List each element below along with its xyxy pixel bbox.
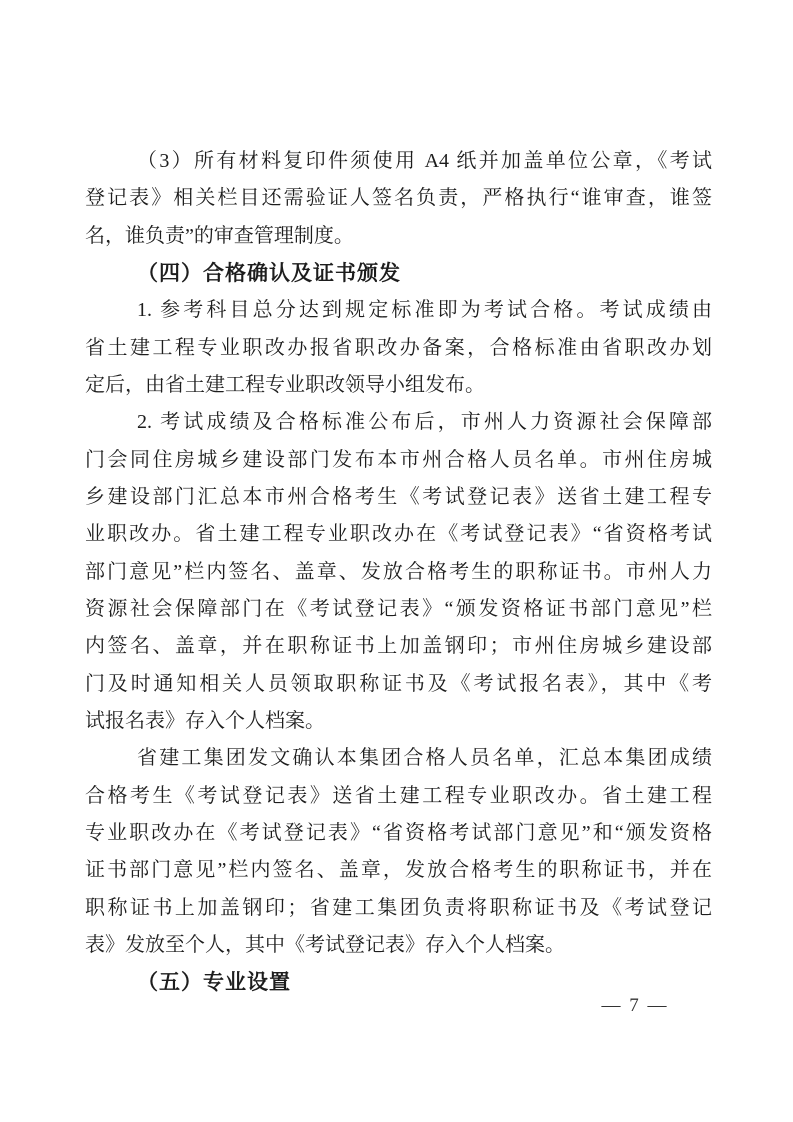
text-line: 门及时通知相关人员领取职称证书及《考试报名表》，其中《考 xyxy=(85,672,712,695)
text-line: 表》发放至个人，其中《考试登记表》存入个人档案。 xyxy=(85,933,565,956)
text-line: 资源社会保障部门在《考试登记表》“颁发资格证书部门意见”栏 xyxy=(85,597,712,620)
text-line: 定后，由省土建工程专业职改领导小组发布。 xyxy=(85,373,485,396)
text-line: 业职改办。省土建工程专业职改办在《考试登记表》“省资格考试 xyxy=(85,523,712,546)
text-line: 2. 考试成绩及合格标准公布后，市州人力资源社会保障部 xyxy=(137,411,712,434)
text-line: 职称证书上加盖钢印；省建工集团负责将职称证书及《考试登记 xyxy=(85,896,712,919)
text-line: 部门意见”栏内签名、盖章、发放合格考生的职称证书。市州人力 xyxy=(85,560,712,583)
text-line: 登记表》相关栏目还需验证人签名负责，严格执行“谁审查，谁签 xyxy=(85,187,712,210)
text-line: （3）所有材料复印件须使用 A4 纸并加盖单位公章，《考试 xyxy=(137,150,712,172)
text-line: 专业职改办在《考试登记表》“省资格考试部门意见”和“颁发资格 xyxy=(85,821,712,844)
text-line: 1. 参考科目总分达到规定标准即为考试合格。考试成绩由 xyxy=(137,299,712,322)
heading-line: （四）合格确认及证书颁发 xyxy=(137,260,401,285)
text-line: 名，谁负责”的审查管理制度。 xyxy=(85,224,354,247)
document-body xyxy=(85,143,712,1002)
page-number: — 7 — xyxy=(601,995,669,1016)
text-line: 合格考生《考试登记表》送省土建工程专业职改办。省土建工程 xyxy=(85,784,712,807)
text-line: 证书部门意见”栏内签名、盖章，发放合格考生的职称证书，并在 xyxy=(85,859,712,882)
text-line: 门会同住房城乡建设部门发布本市州合格人员名单。市州住房城 xyxy=(85,448,712,471)
text-line: 内签名、盖章，并在职称证书上加盖钢印；市州住房城乡建设部 xyxy=(85,635,712,658)
heading-line: （五）专业设置 xyxy=(137,970,291,995)
text-line: 省土建工程专业职改办报省职改办备案，合格标准由省职改办划 xyxy=(85,336,712,359)
text-line: 省建工集团发文确认本集团合格人员名单，汇总本集团成绩 xyxy=(137,747,712,770)
text-line: 乡建设部门汇总本市州合格考生《考试登记表》送省土建工程专 xyxy=(85,485,712,508)
text-line: 试报名表》存入个人档案。 xyxy=(85,709,325,732)
